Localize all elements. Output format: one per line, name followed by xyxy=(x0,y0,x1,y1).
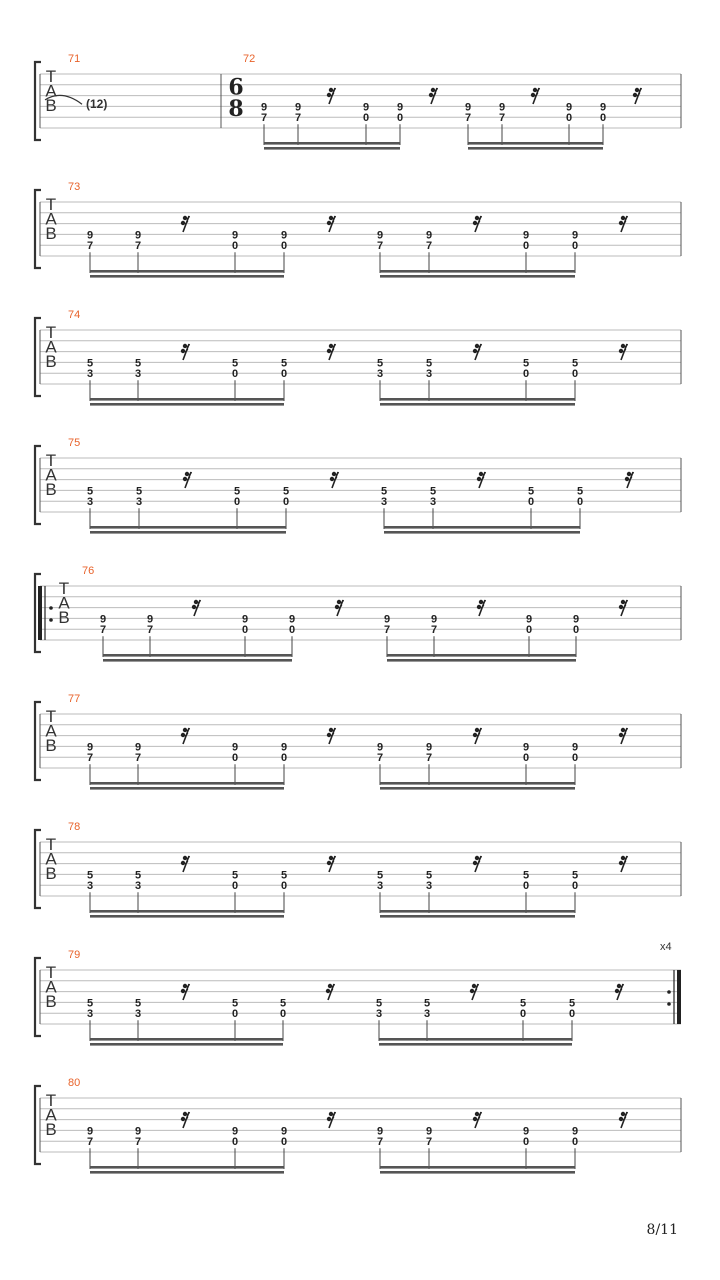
tab-system xyxy=(35,53,681,150)
fret-number: 0 xyxy=(522,880,530,893)
fret-number: 0 xyxy=(571,240,579,253)
fret-number: 3 xyxy=(86,496,94,509)
beam xyxy=(90,787,284,790)
fret-number: 9 xyxy=(376,229,384,242)
fret-number: 9 xyxy=(86,741,94,754)
fret-number: 0 xyxy=(231,1008,239,1021)
fret-number: 7 xyxy=(86,752,94,765)
fret-number: 9 xyxy=(134,1125,142,1138)
beam xyxy=(90,398,284,401)
beam xyxy=(264,142,400,145)
measure-number: 78 xyxy=(68,821,81,833)
repeat-count: x4 xyxy=(660,941,672,953)
time-signature-top: 6 xyxy=(228,74,244,101)
fret-number: 5 xyxy=(425,869,433,882)
fret-number: 0 xyxy=(280,368,288,381)
tab-system xyxy=(35,565,681,662)
fret-number: 0 xyxy=(231,1136,239,1149)
fret-number: 0 xyxy=(599,112,607,125)
repeat-end-thick-bar xyxy=(677,970,681,1024)
fret-number: 9 xyxy=(231,229,239,242)
fret-number: 7 xyxy=(464,112,472,125)
fret-number: 9 xyxy=(86,1125,94,1138)
tab-clef-letter: A xyxy=(45,81,57,101)
fret-number: 0 xyxy=(527,496,535,509)
tab-clef-letter: A xyxy=(45,1105,57,1125)
fret-number: 9 xyxy=(288,613,296,626)
fret-number: 5 xyxy=(279,997,287,1010)
tab-clef-letter: B xyxy=(45,1120,57,1139)
fret-number: 5 xyxy=(134,997,142,1010)
beam xyxy=(468,147,603,150)
tab-system xyxy=(35,1077,681,1174)
fret-number: 9 xyxy=(571,741,579,754)
measure-number: 76 xyxy=(82,565,95,577)
fret-number: 7 xyxy=(425,240,433,253)
beam xyxy=(90,910,284,913)
fret-number: 5 xyxy=(134,869,142,882)
beam xyxy=(90,270,284,273)
fret-number: 0 xyxy=(280,240,288,253)
fret-number: 0 xyxy=(568,1008,576,1021)
fret-number: 9 xyxy=(376,741,384,754)
tab-clef-letter: A xyxy=(45,465,57,485)
fret-number: 0 xyxy=(571,752,579,765)
time-signature-bottom: 8 xyxy=(228,96,244,123)
fret-number: 5 xyxy=(425,357,433,370)
fret-number: 3 xyxy=(423,1008,431,1021)
tab-clef-letter: B xyxy=(58,608,70,627)
fret-number: 7 xyxy=(134,1136,142,1149)
tab-clef-letter: T xyxy=(45,835,57,854)
fret-number: 0 xyxy=(282,496,290,509)
fret-number: 9 xyxy=(571,1125,579,1138)
measure-number: 79 xyxy=(68,949,81,961)
tab-clef-letter: T xyxy=(45,67,57,86)
fret-number: 0 xyxy=(571,1136,579,1149)
beam xyxy=(380,270,575,273)
fret-number: 9 xyxy=(498,101,506,114)
tab-system xyxy=(35,437,681,534)
beam xyxy=(90,1166,284,1169)
fret-number: 0 xyxy=(565,112,573,125)
beam xyxy=(264,147,400,150)
tab-system xyxy=(35,181,681,278)
fret-number: 0 xyxy=(522,368,530,381)
fret-number: 9 xyxy=(280,229,288,242)
fret-number: 5 xyxy=(423,997,431,1010)
fret-number: 0 xyxy=(525,624,533,637)
fret-number: 9 xyxy=(294,101,302,114)
fret-number: 5 xyxy=(519,997,527,1010)
beam xyxy=(90,915,284,918)
measure-number: 72 xyxy=(243,53,256,65)
beam xyxy=(103,659,292,662)
fret-number: 0 xyxy=(233,496,241,509)
beam xyxy=(380,910,575,913)
fret-number: 0 xyxy=(571,368,579,381)
fret-number: 9 xyxy=(241,613,249,626)
fret-number: 5 xyxy=(231,869,239,882)
page-number: 8/11 xyxy=(646,1222,678,1238)
fret-number: 0 xyxy=(288,624,296,637)
fret-number: 3 xyxy=(429,496,437,509)
fret-number: 0 xyxy=(522,1136,530,1149)
tab-clef-letter: B xyxy=(45,864,57,883)
fret-number: 5 xyxy=(571,357,579,370)
repeat-dot xyxy=(49,618,53,622)
measure-number: 73 xyxy=(68,181,81,193)
fret-number: 5 xyxy=(86,357,94,370)
beam xyxy=(90,531,286,534)
beam xyxy=(90,1038,283,1041)
tab-system xyxy=(35,309,681,406)
tab-clef-letter: B xyxy=(45,352,57,371)
fret-number: 3 xyxy=(134,368,142,381)
fret-number: 9 xyxy=(525,613,533,626)
fret-number: 0 xyxy=(279,1008,287,1021)
beam xyxy=(380,398,575,401)
beam xyxy=(90,782,284,785)
tab-clef-letter: B xyxy=(45,736,57,755)
fret-number: 5 xyxy=(522,869,530,882)
repeat-dot xyxy=(667,990,671,994)
fret-number: 0 xyxy=(396,112,404,125)
fret-number: 3 xyxy=(134,880,142,893)
fret-number: 0 xyxy=(231,368,239,381)
fret-number: 7 xyxy=(383,624,391,637)
beam xyxy=(90,1043,283,1046)
fret-number: 9 xyxy=(522,229,530,242)
fret-number: 9 xyxy=(376,1125,384,1138)
fret-number: 3 xyxy=(425,368,433,381)
beam xyxy=(380,1171,575,1174)
fret-number: 5 xyxy=(568,997,576,1010)
fret-number: 3 xyxy=(86,1008,94,1021)
fret-number: 0 xyxy=(576,496,584,509)
fret-number: 3 xyxy=(134,1008,142,1021)
tab-clef-letter: T xyxy=(45,195,57,214)
fret-number: 5 xyxy=(282,485,290,498)
fret-number: 7 xyxy=(376,1136,384,1149)
fret-number: 0 xyxy=(231,880,239,893)
fret-number: 9 xyxy=(430,613,438,626)
fret-number: 0 xyxy=(280,752,288,765)
tab-clef-letter: T xyxy=(45,451,57,470)
fret-number: 5 xyxy=(135,485,143,498)
fret-number: 9 xyxy=(280,741,288,754)
fret-number: 5 xyxy=(86,997,94,1010)
measure-number: 74 xyxy=(68,309,81,321)
fret-number: 9 xyxy=(572,613,580,626)
fret-number: 9 xyxy=(425,1125,433,1138)
fret-number: 7 xyxy=(134,752,142,765)
fret-number: 9 xyxy=(464,101,472,114)
repeat-dot xyxy=(49,606,53,610)
fret-number: 3 xyxy=(375,1008,383,1021)
fret-number: 3 xyxy=(425,880,433,893)
fret-number: 7 xyxy=(376,752,384,765)
fret-number: 9 xyxy=(383,613,391,626)
beam xyxy=(468,142,603,145)
measure-number: 75 xyxy=(68,437,81,449)
fret-number: 3 xyxy=(86,368,94,381)
fret-number: 7 xyxy=(260,112,268,125)
tab-clef-letter: A xyxy=(45,977,57,997)
fret-number: 7 xyxy=(99,624,107,637)
fret-number: 9 xyxy=(565,101,573,114)
tab-clef-letter: B xyxy=(45,480,57,499)
fret-number: 9 xyxy=(86,229,94,242)
fret-number: 5 xyxy=(527,485,535,498)
tied-fret-number: (12) xyxy=(86,97,108,112)
fret-number: 9 xyxy=(146,613,154,626)
fret-number: 9 xyxy=(231,1125,239,1138)
beam xyxy=(387,659,576,662)
tab-clef-letter: T xyxy=(45,1091,57,1110)
fret-number: 0 xyxy=(522,240,530,253)
fret-number: 5 xyxy=(576,485,584,498)
beam xyxy=(90,403,284,406)
fret-number: 5 xyxy=(375,997,383,1010)
fret-number: 5 xyxy=(522,357,530,370)
fret-number: 0 xyxy=(280,1136,288,1149)
fret-number: 9 xyxy=(134,229,142,242)
fret-number: 5 xyxy=(280,357,288,370)
fret-number: 3 xyxy=(86,880,94,893)
fret-number: 5 xyxy=(376,357,384,370)
measure-number: 80 xyxy=(68,1077,81,1089)
beam xyxy=(90,526,286,529)
fret-number: 3 xyxy=(135,496,143,509)
fret-number: 7 xyxy=(86,1136,94,1149)
fret-number: 0 xyxy=(280,880,288,893)
tab-clef-letter: A xyxy=(45,721,57,741)
tab-clef-letter: A xyxy=(58,593,70,613)
measure-number: 71 xyxy=(68,53,81,65)
beam xyxy=(380,782,575,785)
fret-number: 9 xyxy=(362,101,370,114)
fret-number: 7 xyxy=(425,752,433,765)
tab-clef-letter: A xyxy=(45,209,57,229)
fret-number: 0 xyxy=(231,240,239,253)
fret-number: 7 xyxy=(498,112,506,125)
tab-clef-letter: B xyxy=(45,96,57,115)
fret-number: 7 xyxy=(425,1136,433,1149)
beam xyxy=(379,1038,572,1041)
fret-number: 5 xyxy=(429,485,437,498)
fret-number: 5 xyxy=(231,997,239,1010)
beam xyxy=(90,1171,284,1174)
fret-number: 9 xyxy=(280,1125,288,1138)
beam xyxy=(380,915,575,918)
fret-number: 3 xyxy=(376,880,384,893)
beam xyxy=(379,1043,572,1046)
fret-number: 5 xyxy=(86,869,94,882)
fret-number: 9 xyxy=(231,741,239,754)
tab-clef-letter: T xyxy=(45,323,57,342)
beam xyxy=(384,526,580,529)
fret-number: 5 xyxy=(280,869,288,882)
tab-system xyxy=(35,821,681,918)
beam xyxy=(380,1166,575,1169)
beam xyxy=(380,787,575,790)
fret-number: 5 xyxy=(134,357,142,370)
fret-number: 3 xyxy=(380,496,388,509)
fret-number: 0 xyxy=(231,752,239,765)
tab-clef-letter: B xyxy=(45,224,57,243)
fret-number: 9 xyxy=(522,741,530,754)
fret-number: 0 xyxy=(572,624,580,637)
fret-number: 7 xyxy=(376,240,384,253)
fret-number: 0 xyxy=(522,752,530,765)
fret-number: 7 xyxy=(134,240,142,253)
fret-number: 9 xyxy=(260,101,268,114)
fret-number: 9 xyxy=(134,741,142,754)
fret-number: 9 xyxy=(522,1125,530,1138)
fret-number: 0 xyxy=(241,624,249,637)
tab-clef-letter: T xyxy=(45,707,57,726)
beam xyxy=(380,275,575,278)
fret-number: 5 xyxy=(86,485,94,498)
fret-number: 9 xyxy=(425,229,433,242)
fret-number: 0 xyxy=(571,880,579,893)
fret-number: 7 xyxy=(294,112,302,125)
tab-system xyxy=(35,693,681,790)
fret-number: 5 xyxy=(233,485,241,498)
fret-number: 5 xyxy=(571,869,579,882)
beam xyxy=(387,654,576,657)
beam xyxy=(384,531,580,534)
repeat-start-thick-bar xyxy=(38,586,42,640)
tab-clef-letter: A xyxy=(45,849,57,869)
fret-number: 7 xyxy=(146,624,154,637)
tab-clef-letter: T xyxy=(45,963,57,982)
fret-number: 7 xyxy=(430,624,438,637)
fret-number: 0 xyxy=(519,1008,527,1021)
repeat-dot xyxy=(667,1002,671,1006)
tab-clef-letter: T xyxy=(58,579,70,598)
fret-number: 9 xyxy=(396,101,404,114)
tab-clef-letter: A xyxy=(45,337,57,357)
fret-number: 5 xyxy=(231,357,239,370)
fret-number: 7 xyxy=(86,240,94,253)
fret-number: 5 xyxy=(376,869,384,882)
beam xyxy=(103,654,292,657)
fret-number: 5 xyxy=(380,485,388,498)
fret-number: 3 xyxy=(376,368,384,381)
beam xyxy=(380,403,575,406)
tab-clef-letter: B xyxy=(45,992,57,1011)
fret-number: 9 xyxy=(571,229,579,242)
fret-number: 9 xyxy=(599,101,607,114)
fret-number: 9 xyxy=(425,741,433,754)
fret-number: 9 xyxy=(99,613,107,626)
measure-number: 77 xyxy=(68,693,81,705)
tab-system xyxy=(35,941,681,1046)
fret-number: 0 xyxy=(362,112,370,125)
beam xyxy=(90,275,284,278)
